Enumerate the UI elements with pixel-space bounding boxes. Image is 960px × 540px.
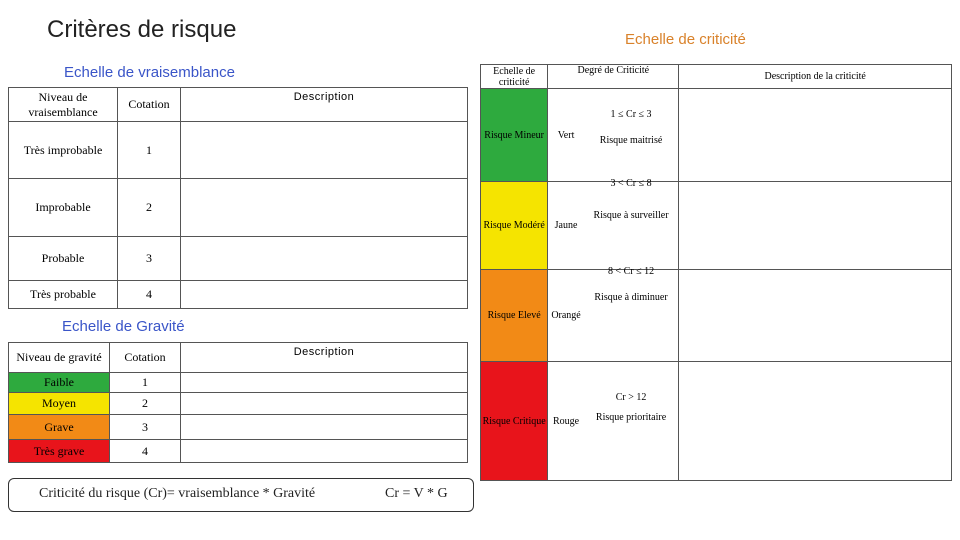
criticite-extra: [679, 89, 952, 182]
page-title: Critères de risque: [47, 16, 237, 43]
criticite-range: 3 < Cr ≤ 8: [610, 178, 652, 189]
criticite-echelle: Risque Modéré: [481, 182, 548, 270]
gravite-description: [181, 440, 468, 463]
criticite-extra: [679, 362, 952, 481]
criticite-description-text: Risque à diminuer: [594, 292, 668, 303]
criticite-echelle: Risque Mineur: [481, 89, 548, 182]
gravite-niveau: Faible: [9, 373, 110, 393]
gravite-header-niveau: Niveau de gravité: [9, 343, 110, 373]
gravite-niveau: Très grave: [9, 440, 110, 463]
criticite-degre: Jaune: [548, 182, 584, 270]
criticite-description: [584, 266, 679, 362]
vraisemblance-niveau: Très probable: [9, 281, 118, 309]
criticite-extra: [679, 270, 952, 362]
vraisemblance-table: [8, 87, 468, 309]
vraisemblance-niveau: Probable: [9, 237, 118, 281]
criticite-header-echelle: Echelle de criticité: [481, 65, 548, 89]
gravite-description: [181, 373, 468, 393]
criticite-description-text: Risque maitrisé: [599, 135, 663, 146]
gravite-cotation: 3: [110, 415, 181, 440]
vraisemblance-cotation: 3: [118, 237, 181, 281]
formula-text: Criticité du risque (Cr)= vraisemblance * Gravité: [39, 486, 316, 501]
criticite-description-text: Risque à surveiller: [593, 210, 669, 221]
gravite-cotation: 2: [110, 393, 181, 415]
criticite-degre: Orangé: [548, 270, 584, 362]
criticite-heading: Echelle de criticité: [625, 31, 746, 48]
vraisemblance-header-niveau: Niveau de vraisemblance: [9, 88, 118, 122]
vraisemblance-niveau: Très improbable: [9, 122, 118, 179]
vraisemblance-cotation: 2: [118, 179, 181, 237]
criticite-degre: Rouge: [548, 362, 584, 481]
vraisemblance-description: [181, 281, 468, 309]
formula-short: Cr = V * G: [385, 486, 448, 501]
criticite-table: [480, 64, 952, 481]
gravite-cotation: 1: [110, 373, 181, 393]
vraisemblance-cotation: 1: [118, 122, 181, 179]
gravite-niveau: Grave: [9, 415, 110, 440]
vraisemblance-description: [181, 122, 468, 179]
criticite-description-text: Risque prioritaire: [595, 412, 667, 423]
criticite-range: 1 ≤ Cr ≤ 3: [610, 109, 652, 120]
gravite-description: [181, 415, 468, 440]
gravite-table: [8, 342, 468, 463]
gravite-cotation: 4: [110, 440, 181, 463]
formula-box: [8, 478, 474, 512]
gravite-niveau: Moyen: [9, 393, 110, 415]
criticite-header-degre: Degré de Criticité: [548, 65, 679, 89]
vraisemblance-description: [181, 179, 468, 237]
criticite-description: [584, 178, 679, 270]
criticite-range: Cr > 12: [615, 392, 647, 403]
criticite-description: [584, 89, 679, 182]
criticite-extra: [679, 182, 952, 270]
gravite-description: [181, 393, 468, 415]
criticite-echelle: Risque Critique: [481, 362, 548, 481]
criticite-header-description: Description de la criticité: [679, 65, 952, 89]
vraisemblance-header-cotation: Cotation: [118, 88, 181, 122]
vraisemblance-niveau: Improbable: [9, 179, 118, 237]
gravite-header-cotation: Cotation: [110, 343, 181, 373]
criticite-description: [584, 362, 679, 481]
gravite-heading: Echelle de Gravité: [62, 318, 185, 335]
vraisemblance-cotation: 4: [118, 281, 181, 309]
criticite-echelle: Risque Elevé: [481, 270, 548, 362]
vraisemblance-header-description: Description: [181, 88, 468, 122]
vraisemblance-description: [181, 237, 468, 281]
gravite-header-description: Description: [181, 343, 468, 373]
criticite-degre: Vert: [548, 89, 584, 182]
vraisemblance-heading: Echelle de vraisemblance: [64, 64, 235, 81]
criticite-range: 8 < Cr ≤ 12: [607, 266, 655, 277]
